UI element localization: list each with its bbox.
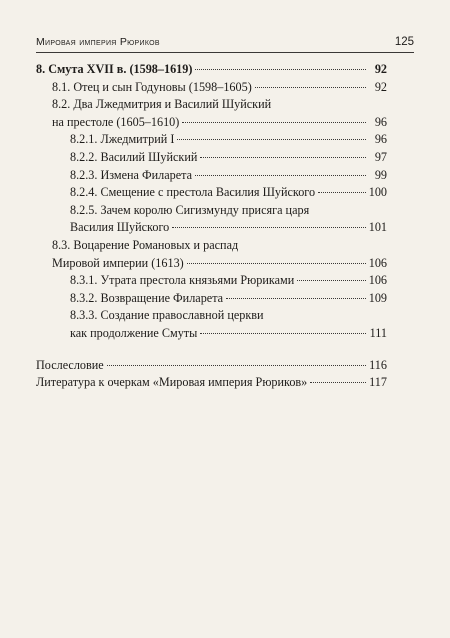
toc-entry[interactable]	[36, 237, 387, 272]
dot-leader	[182, 121, 366, 123]
toc-entry-line	[70, 272, 387, 290]
toc-entry-title: на престоле (1605–1610)	[52, 114, 180, 129]
toc-entry-line	[52, 237, 387, 255]
toc-entry-title: Василия Шуйского	[70, 220, 170, 235]
toc-entry-line	[70, 149, 387, 167]
toc-page-number: 92	[374, 62, 387, 76]
page-number: 125	[394, 36, 414, 48]
toc-entry[interactable]	[36, 290, 387, 308]
running-title: Мировая империя Рюриков	[36, 36, 160, 48]
dot-leader	[200, 332, 366, 334]
dot-leader	[177, 138, 366, 140]
toc-page-number: 101	[368, 220, 387, 235]
toc-entry-title: Послесловие	[36, 357, 104, 372]
toc-entry-line	[70, 307, 387, 325]
toc-page-number: 109	[368, 290, 387, 305]
toc-entry-title: 8.1. Отец и сын Годуновы (1598–1605)	[52, 79, 252, 94]
toc-entry-title: 8.2.5. Зачем королю Сигизмунду присяга царя	[70, 202, 310, 217]
toc-page-number: 99	[374, 167, 387, 182]
toc-entry[interactable]	[36, 357, 387, 375]
toc-entry-line	[52, 255, 387, 273]
dot-leader	[187, 262, 366, 264]
toc-entry-line	[70, 184, 387, 202]
dot-leader	[297, 279, 365, 281]
toc-page-number: 92	[374, 79, 387, 94]
toc-entry[interactable]	[36, 61, 387, 79]
dot-leader	[255, 86, 366, 88]
toc-entry-line	[70, 167, 387, 185]
toc-page-number: 96	[374, 132, 387, 147]
dot-leader	[172, 226, 365, 228]
toc-entry-line	[36, 61, 387, 79]
toc-entry-title: 8. Смута XVII в. (1598–1619)	[36, 62, 193, 76]
toc-entry-title: как продолжение Смуты	[70, 325, 198, 340]
toc-page-number: 96	[374, 114, 387, 129]
toc-entry-title: 8.3.3. Создание православной церкви	[70, 308, 264, 323]
toc-entry-title: 8.3. Воцарение Романовых и распад	[52, 237, 239, 252]
toc-entry-line	[36, 357, 387, 375]
dot-leader	[195, 174, 366, 176]
toc-entry-title: 8.3.2. Возвращение Филарета	[70, 290, 224, 305]
dot-leader	[226, 297, 366, 299]
toc-entry-title: 8.2.3. Измена Филарета	[70, 167, 193, 182]
dot-leader	[195, 68, 366, 70]
table-of-contents	[36, 61, 387, 392]
toc-entry[interactable]	[36, 374, 387, 392]
toc-entry-line	[70, 290, 387, 308]
dot-leader	[200, 156, 366, 158]
toc-page-number: 116	[369, 357, 387, 372]
dot-leader	[318, 191, 366, 193]
dot-leader	[107, 364, 366, 366]
toc-entry[interactable]	[36, 167, 387, 185]
dot-leader	[310, 381, 366, 383]
toc-gap	[36, 343, 387, 357]
toc-entry[interactable]	[36, 307, 387, 342]
toc-entry[interactable]	[36, 202, 387, 237]
toc-page-number: 111	[369, 325, 387, 340]
toc-page-number: 97	[374, 149, 387, 164]
toc-entry-line	[70, 202, 387, 220]
toc-entry[interactable]	[36, 184, 387, 202]
toc-entry-line	[70, 131, 387, 149]
toc-entry-title: 8.2. Два Лжедмитрия и Василий Шуйский	[52, 97, 272, 112]
toc-entry-line	[52, 79, 387, 97]
toc-page-number: 100	[368, 185, 387, 200]
toc-page-number: 117	[369, 375, 387, 390]
toc-entry-title: 8.3.1. Утрата престола князьями Рюриками	[70, 273, 295, 288]
toc-entry-title: 8.2.2. Василий Шуйский	[70, 149, 198, 164]
toc-entry[interactable]	[36, 272, 387, 290]
toc-entry-title: Литература к очеркам «Мировая империя Рюриков»	[36, 375, 308, 390]
toc-entry[interactable]	[36, 131, 387, 149]
toc-entry[interactable]	[36, 79, 387, 97]
toc-entry[interactable]	[36, 149, 387, 167]
toc-entry-title: 8.2.1. Лжедмитрий I	[70, 132, 175, 147]
toc-page-number: 106	[368, 273, 387, 288]
header-rule	[36, 52, 414, 53]
toc-entry-title: 8.2.4. Смещение с престола Василия Шуйского	[70, 185, 316, 200]
toc-entry-line	[52, 96, 387, 114]
toc-entry-line	[70, 219, 387, 237]
toc-entry-line	[70, 325, 387, 343]
toc-page-number: 106	[368, 255, 387, 270]
toc-entry-line	[52, 114, 387, 132]
toc-entry[interactable]	[36, 96, 387, 131]
toc-entry-title: Мировой империи (1613)	[52, 255, 184, 270]
toc-entry-line	[36, 374, 387, 392]
